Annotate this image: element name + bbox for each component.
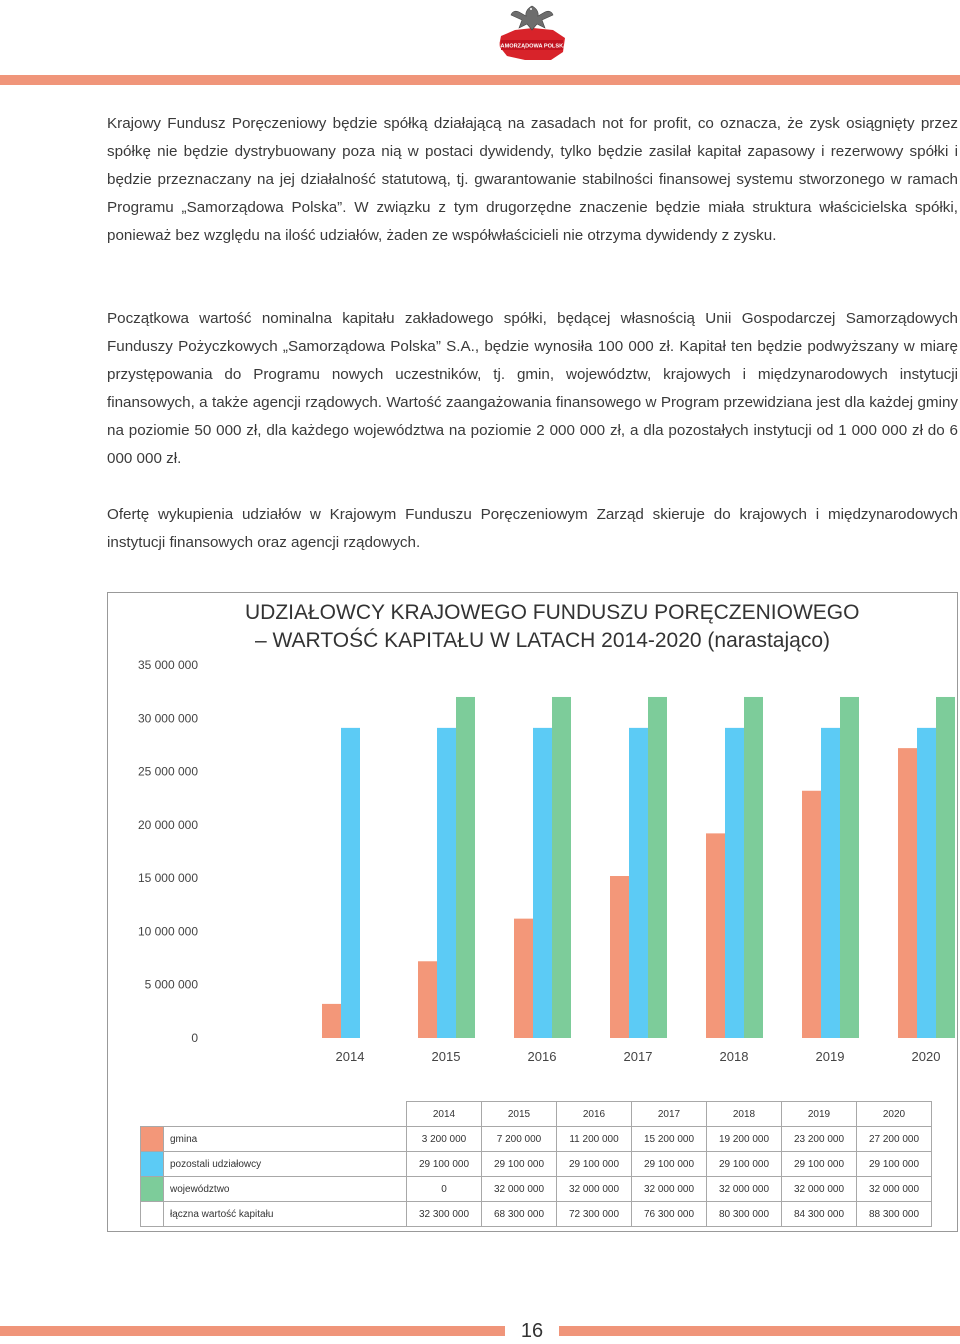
table-cell: 32 000 000 bbox=[632, 1177, 707, 1202]
table-cell: 29 100 000 bbox=[557, 1152, 632, 1177]
bar-pozostali-udziałowcy-2016 bbox=[533, 728, 552, 1038]
row-label: województwo bbox=[164, 1177, 407, 1202]
row-label: łączna wartość kapitału bbox=[164, 1202, 407, 1227]
table-cell: 32 000 000 bbox=[707, 1177, 782, 1202]
table-cell: 29 100 000 bbox=[782, 1152, 857, 1177]
table-cell: 76 300 000 bbox=[632, 1202, 707, 1227]
bar-chart bbox=[108, 593, 959, 1093]
table-cell: 29 100 000 bbox=[482, 1152, 557, 1177]
bar-województwo-2017 bbox=[648, 697, 667, 1038]
chart-title-line-2: – WARTOŚĆ KAPITAŁU W LATACH 2014-2020 (narastająco) bbox=[255, 629, 830, 652]
bar-pozostali-udziałowcy-2018 bbox=[725, 728, 744, 1038]
row-label: gmina bbox=[164, 1127, 407, 1152]
top-divider-bar bbox=[0, 75, 960, 85]
y-tick-label: 20 000 000 bbox=[137, 817, 198, 832]
table-row bbox=[141, 1177, 932, 1202]
x-tick-label: 2016 bbox=[527, 1049, 557, 1064]
legend-swatch bbox=[141, 1127, 164, 1152]
bar-gmina-2016 bbox=[514, 919, 533, 1038]
x-tick-label: 2018 bbox=[719, 1049, 749, 1064]
table-cell: 32 300 000 bbox=[407, 1202, 482, 1227]
table-cell: 15 200 000 bbox=[632, 1127, 707, 1152]
table-header-cell: 2018 bbox=[707, 1102, 782, 1127]
table-cell: 32 000 000 bbox=[557, 1177, 632, 1202]
x-tick-label: 2014 bbox=[335, 1049, 365, 1064]
table-row bbox=[141, 1127, 932, 1152]
y-tick-label: 5 000 000 bbox=[144, 977, 198, 992]
bar-pozostali-udziałowcy-2014 bbox=[341, 728, 360, 1038]
paragraph-1: Krajowy Fundusz Poręczeniowy będzie spółką działającą na zasadach not for profit, co oznacza, że zysk osiągnięty przez spółkę nie będzie dystrybuowany poza nią w postaci dywidendy, tylko będzie zasilał kapitał zapasowy i rezerwowy spółki i będzie przeznaczany na jej działalność statutową, tj. gwarantowanie stabilności finansowej systemu stworzonego w ramach Programu „Samorządowa Polska”. W związku z tym drugorzędne znaczenie będzie miała struktura właścicielska spółki, ponieważ bez względu na ilość udziałów, żaden ze współwłaścicieli nie otrzyma dywidendy z zysku. bbox=[107, 115, 958, 244]
y-tick-label: 10 000 000 bbox=[137, 924, 198, 939]
bar-gmina-2015 bbox=[418, 961, 437, 1038]
bar-gmina-2019 bbox=[802, 791, 821, 1038]
table-header-cell: 2019 bbox=[782, 1102, 857, 1127]
table-cell: 68 300 000 bbox=[482, 1202, 557, 1227]
table-cell: 29 100 000 bbox=[632, 1152, 707, 1177]
chart-container bbox=[107, 592, 958, 1232]
y-tick-label: 15 000 000 bbox=[137, 871, 198, 886]
table-cell: 88 300 000 bbox=[857, 1202, 932, 1227]
table-cell: 27 200 000 bbox=[857, 1127, 932, 1152]
bar-pozostali-udziałowcy-2020 bbox=[917, 728, 936, 1038]
table-cell: 29 100 000 bbox=[407, 1152, 482, 1177]
bar-pozostali-udziałowcy-2015 bbox=[437, 728, 456, 1038]
y-tick-label: 0 bbox=[191, 1031, 198, 1045]
x-tick-label: 2020 bbox=[911, 1049, 941, 1064]
bar-gmina-2014 bbox=[322, 1004, 341, 1038]
table-cell: 72 300 000 bbox=[557, 1202, 632, 1227]
bottom-divider-bar bbox=[0, 1326, 960, 1336]
legend-swatch bbox=[141, 1202, 164, 1227]
table-cell: 84 300 000 bbox=[782, 1202, 857, 1227]
table-header-cell: 2015 bbox=[482, 1102, 557, 1127]
bar-województwo-2016 bbox=[552, 697, 571, 1038]
table-cell: 32 000 000 bbox=[482, 1177, 557, 1202]
samorzadowa-polska-logo bbox=[495, 0, 569, 62]
bar-województwo-2020 bbox=[936, 697, 955, 1038]
table-header-row bbox=[141, 1102, 932, 1127]
table-cell: 3 200 000 bbox=[407, 1127, 482, 1152]
x-tick-label: 2019 bbox=[815, 1049, 845, 1064]
table-row bbox=[141, 1152, 932, 1177]
row-label: pozostali udziałowcy bbox=[164, 1152, 407, 1177]
table-header-cell: 2014 bbox=[407, 1102, 482, 1127]
legend-swatch bbox=[141, 1177, 164, 1202]
y-tick-label: 30 000 000 bbox=[137, 711, 198, 726]
bar-gmina-2020 bbox=[898, 748, 917, 1038]
bar-województwo-2018 bbox=[744, 697, 763, 1038]
table-cell: 7 200 000 bbox=[482, 1127, 557, 1152]
bar-gmina-2017 bbox=[610, 876, 629, 1038]
logo-text: SAMORZĄDOWA POLSKA bbox=[496, 43, 568, 50]
table-row bbox=[141, 1202, 932, 1227]
table-cell: 11 200 000 bbox=[557, 1127, 632, 1152]
paragraph-2: Początkowa wartość nominalna kapitału zakładowego spółki, będącej własnością Unii Gospodarczej Samorządowych Funduszy Pożyczkowych „Samorządowa Polska” S.A., będzie wynosiła 100 000 zł. Kapitał ten będzie podwyższany w miarę przystępowania do Programu nowych uczestników, tj. gmin, województw, krajowych i międzynarodowych instytucji finansowych, a także agencji rządowych. Wartość zaangażowania finansowego w Program przewidziana jest dla każdej gminy na poziomie 50 000 zł, dla każdego województwa na poziomie 2 000 000 zł, a dla pozostałych instytucji od 1 000 000 zł do 6 000 000 zł. bbox=[107, 310, 958, 467]
bar-pozostali-udziałowcy-2019 bbox=[821, 728, 840, 1038]
x-tick-label: 2015 bbox=[431, 1049, 461, 1064]
page-number: 16 bbox=[505, 1318, 559, 1344]
table-header-cell: 2020 bbox=[857, 1102, 932, 1127]
y-tick-label: 25 000 000 bbox=[137, 764, 198, 779]
table-cell: 29 100 000 bbox=[707, 1152, 782, 1177]
legend-swatch bbox=[141, 1152, 164, 1177]
bar-gmina-2018 bbox=[706, 833, 725, 1038]
bar-pozostali-udziałowcy-2017 bbox=[629, 728, 648, 1038]
table-header-cell: 2016 bbox=[557, 1102, 632, 1127]
table-cell: 19 200 000 bbox=[707, 1127, 782, 1152]
table-cell: 80 300 000 bbox=[707, 1202, 782, 1227]
y-tick-label: 35 000 000 bbox=[137, 658, 198, 672]
table-header-cell: 2017 bbox=[632, 1102, 707, 1127]
table-cell: 0 bbox=[407, 1177, 482, 1202]
table-cell: 23 200 000 bbox=[782, 1127, 857, 1152]
data-table bbox=[140, 1101, 932, 1227]
bar-województwo-2015 bbox=[456, 697, 475, 1038]
chart-title-line-1: UDZIAŁOWCY KRAJOWEGO FUNDUSZU PORĘCZENIOWEGO bbox=[245, 601, 860, 624]
table-cell: 32 000 000 bbox=[782, 1177, 857, 1202]
paragraph-3: Ofertę wykupienia udziałów w Krajowym Funduszu Poręczeniowym Zarząd skieruje do krajowych i międzynarodowych instytucji finansowych oraz agencji rządowych. bbox=[107, 506, 958, 551]
table-cell: 32 000 000 bbox=[857, 1177, 932, 1202]
table-cell: 29 100 000 bbox=[857, 1152, 932, 1177]
bar-województwo-2019 bbox=[840, 697, 859, 1038]
x-tick-label: 2017 bbox=[623, 1049, 653, 1064]
